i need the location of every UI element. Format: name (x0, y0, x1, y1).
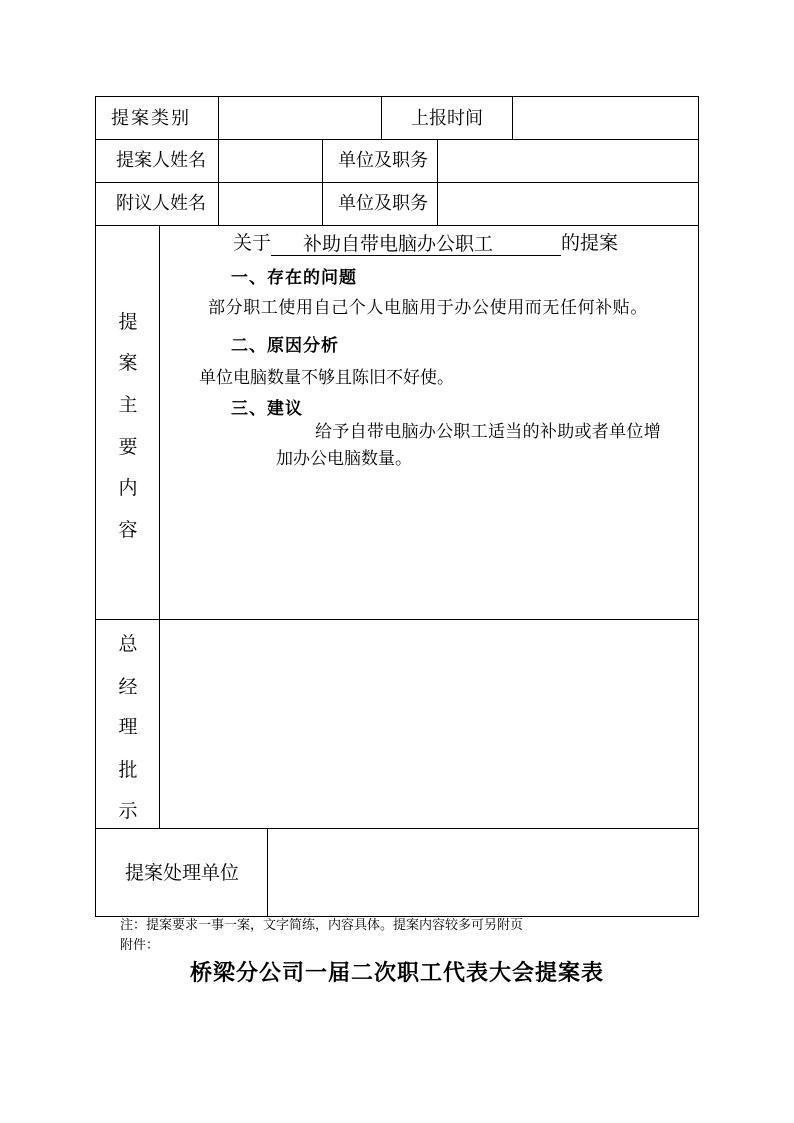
col-divider (381, 97, 382, 139)
proposer-unit-field[interactable] (446, 150, 691, 172)
handling-unit-field[interactable] (276, 842, 688, 902)
seconder-unit-label: 单位及职务 (338, 193, 428, 214)
col-divider (218, 97, 219, 139)
col-divider (437, 139, 438, 225)
proposal-title-suffix: 的提案 (561, 232, 619, 254)
col-divider (322, 139, 323, 225)
approval-side-label-char: 批 (118, 759, 138, 781)
section1-heading: 一、存在的问题 (231, 268, 357, 288)
approval-side-label-char: 总 (118, 633, 138, 655)
seconder-name-field[interactable] (226, 193, 316, 215)
proposer-name-field[interactable] (226, 150, 316, 172)
report-time-label: 上报时间 (411, 108, 483, 129)
content-side-label-char: 内 (118, 477, 138, 499)
section3-text-line2: 加办公电脑数量。 (276, 449, 412, 469)
attachment-label: 附件： (120, 938, 160, 953)
content-side-label-char: 案 (118, 352, 138, 374)
category-label: 提案类别 (111, 108, 191, 129)
proposer-unit-label: 单位及职务 (338, 150, 428, 171)
page-title: 桥梁分公司一届二次职工代表大会提案表 (189, 960, 604, 986)
form-note: 注：提案要求一事一案，文字简练，内容具体。提案内容较多可另附页 (120, 918, 524, 933)
report-time-field[interactable] (520, 108, 690, 130)
seconder-name-label: 附议人姓名 (116, 193, 206, 214)
row-divider (96, 182, 698, 183)
proposal-title-subject-text: 补助自带电脑办公职工 (303, 233, 494, 255)
section1-text: 部分职工使用自己个人电脑用于办公使用而无任何补贴。 (208, 298, 648, 318)
col-divider (267, 828, 268, 916)
section2-text: 单位电脑数量不够且陈旧不好使。 (199, 368, 454, 388)
col-divider (218, 139, 219, 225)
row-divider (96, 225, 698, 226)
proposal-title (233, 230, 618, 256)
approval-side-label-char: 经 (118, 676, 138, 698)
approval-side-label-char: 示 (118, 800, 138, 822)
row-divider (96, 619, 698, 620)
proposal-form-table (95, 96, 699, 917)
row-divider (96, 139, 698, 140)
col-divider (512, 97, 513, 139)
row-divider (96, 828, 698, 829)
content-side-label-char: 主 (118, 394, 138, 416)
proposal-title-subject[interactable] (271, 231, 561, 256)
approval-field[interactable] (168, 629, 688, 819)
proposer-name-label: 提案人姓名 (116, 150, 206, 171)
category-field[interactable] (226, 108, 376, 130)
content-side-label-char: 容 (118, 519, 138, 541)
seconder-unit-field[interactable] (446, 193, 691, 215)
approval-side-label-char: 理 (118, 716, 138, 738)
proposal-title-prefix: 关于 (233, 232, 272, 254)
section3-heading: 三、建议 (231, 399, 303, 419)
content-side-label-char: 提 (118, 311, 138, 333)
content-side-label-char: 要 (118, 436, 138, 458)
section3-text-line1: 给予自带电脑办公职工适当的补助或者单位增 (315, 422, 661, 442)
handling-unit-label: 提案处理单位 (125, 862, 240, 884)
section2-heading: 二、原因分析 (231, 336, 339, 356)
